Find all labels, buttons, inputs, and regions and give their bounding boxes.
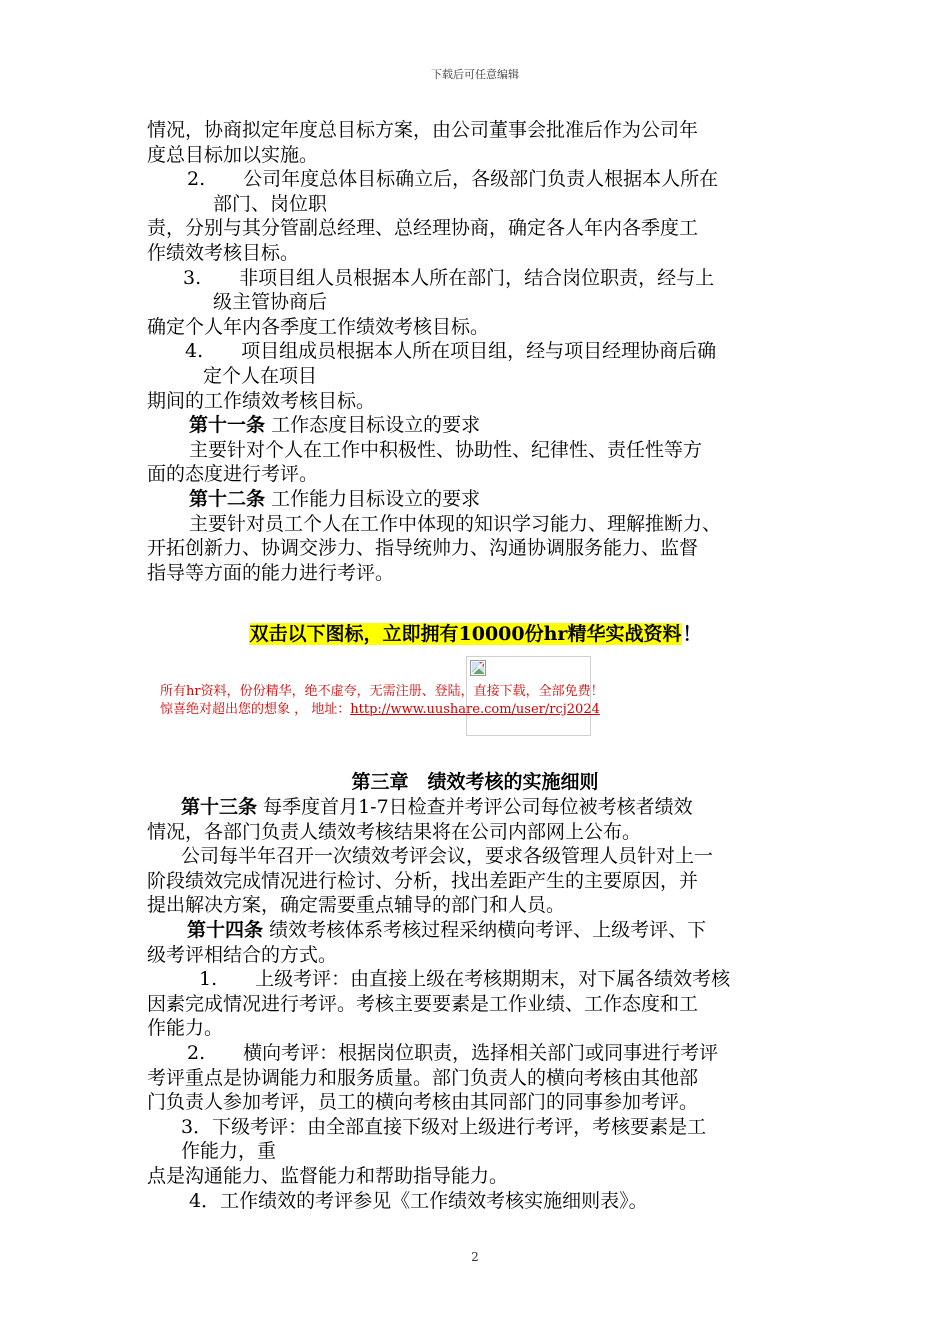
text-line: 点是沟通能力、监督能力和帮助指导能力。 [147,1164,509,1187]
text-line: 期间的工作绩效考核目标。 [147,389,376,412]
text-line: 作能力。 [147,1017,224,1040]
text-line: 情况，协商拟定年度总目标方案，由公司董事会批准后作为公司年 [147,119,699,141]
list-item-3: 3．下级考评：由全部直接下级对上级进行考评，考核要素是工 [181,1115,707,1138]
list-item-2: 2. 横向考评：根据岗位职责，选择相关部门或同事进行考评 [187,1041,719,1064]
article-title: 工作能力目标设立的要求 [271,487,481,510]
text-line: 作绩效考核目标。 [147,241,300,264]
promo-title [0,621,950,647]
article-number: 第十二条 [189,487,266,510]
article-number: 第十一条 [189,414,266,437]
text-line: 定个人在项目 [203,364,318,387]
promo-address-label: 惊喜绝对超出您的想象 ， 地址： [160,702,351,717]
broken-image-icon[interactable] [470,660,486,676]
text-line: 开拓创新力、协调交涉力、指导统帅力、沟通协调服务能力、监督 [147,537,699,560]
article-number: 第十四条 [187,918,264,941]
text-line: 面的态度进行考评。 [147,463,319,486]
text-line: 公司每半年召开一次绩效考评会议，要求各级管理人员针对上一 [181,845,714,868]
promo-line-1: 所有hr资料，份份精华，绝不虚夸，无需注册、登陆，直接下载，全部免费！ [160,684,604,699]
page-number: 2 [471,1250,479,1264]
promo-title-highlight: 双击以下图标，立即拥有10000份hr精华实战资料 [249,623,682,645]
text-line: 责，分别与其分管副总经理、总经理协商，确定各人年内各季度工 [147,217,699,240]
promo-line-2 [160,701,604,719]
list-item-4: 4．工作绩效的考评参见《工作绩效考核实施细则表》。 [189,1189,648,1212]
article-number: 第十三条 [181,796,258,818]
list-item-2: 2. 公司年度总体目标确立后，各级部门负责人根据本人所在 [187,168,719,191]
document-body-top [147,118,827,585]
list-item-1: 1. 上级考评：由直接上级在考核期期末，对下属各绩效考核 [199,968,731,991]
text-line: 考评重点是协调能力和服务质量。部门负责人的横向考核由其他部 [147,1066,699,1089]
text-line: 因素完成情况进行考评。考核主要要素是工作业绩、工作态度和工 [147,992,699,1015]
document-body-bottom [147,795,827,1213]
article-12-heading [147,487,827,512]
page-header: 下载后可任意编辑 [431,68,519,81]
text-line: 确定个人年内各季度工作绩效考核目标。 [147,315,490,338]
text-line: 提出解决方案，确定需要重点辅导的部门和人员。 [147,894,566,917]
promo-text [160,683,604,719]
list-item-4: 4. 项目组成员根据本人所在项目组，经与项目经理协商后确 [185,340,717,363]
text-line: 主要针对个人在工作中积极性、协助性、纪律性、责任性等方 [189,438,703,461]
chapter-title: 第三章 绩效考核的实施细则 [351,771,599,793]
text-line: 阶段绩效完成情况进行检讨、分析，找出差距产生的主要原因，并 [147,869,699,892]
text-line: 级主管协商后 [213,291,328,314]
promo-link[interactable]: http://www.uushare.com/user/rcj2024 [350,702,600,717]
article-title: 工作态度目标设立的要求 [271,414,481,437]
text-line: 级考评相结合的方式。 [147,943,338,966]
text-line: 主要针对员工个人在工作中体现的知识学习能力、理解推断力、 [189,512,722,535]
text-line: 部门、岗位职 [213,192,328,215]
article-14-heading [147,918,827,943]
article-text: 绩效考核体系考核过程采纳横向考评、上级考评、下 [269,918,707,941]
text-line: 门负责人参加考评，员工的横向考核由其同部门的同事参加考评。 [147,1091,699,1114]
article-text: 每季度首月1-7日检查并考评公司每位被考核者绩效 [263,796,693,818]
list-item-3: 3. 非项目组人员根据本人所在部门，结合岗位职责，经与上 [183,266,715,289]
article-13-heading [147,795,827,820]
article-11-heading [147,413,827,438]
text-line: 指导等方面的能力进行考评。 [147,561,395,584]
text-line: 度总目标加以实施。 [147,143,319,166]
text-line: 作能力，重 [181,1140,277,1163]
text-line: 情况，各部门负责人绩效考核结果将在公司内部网上公布。 [147,820,642,843]
promo-title-end: ！ [682,623,702,645]
